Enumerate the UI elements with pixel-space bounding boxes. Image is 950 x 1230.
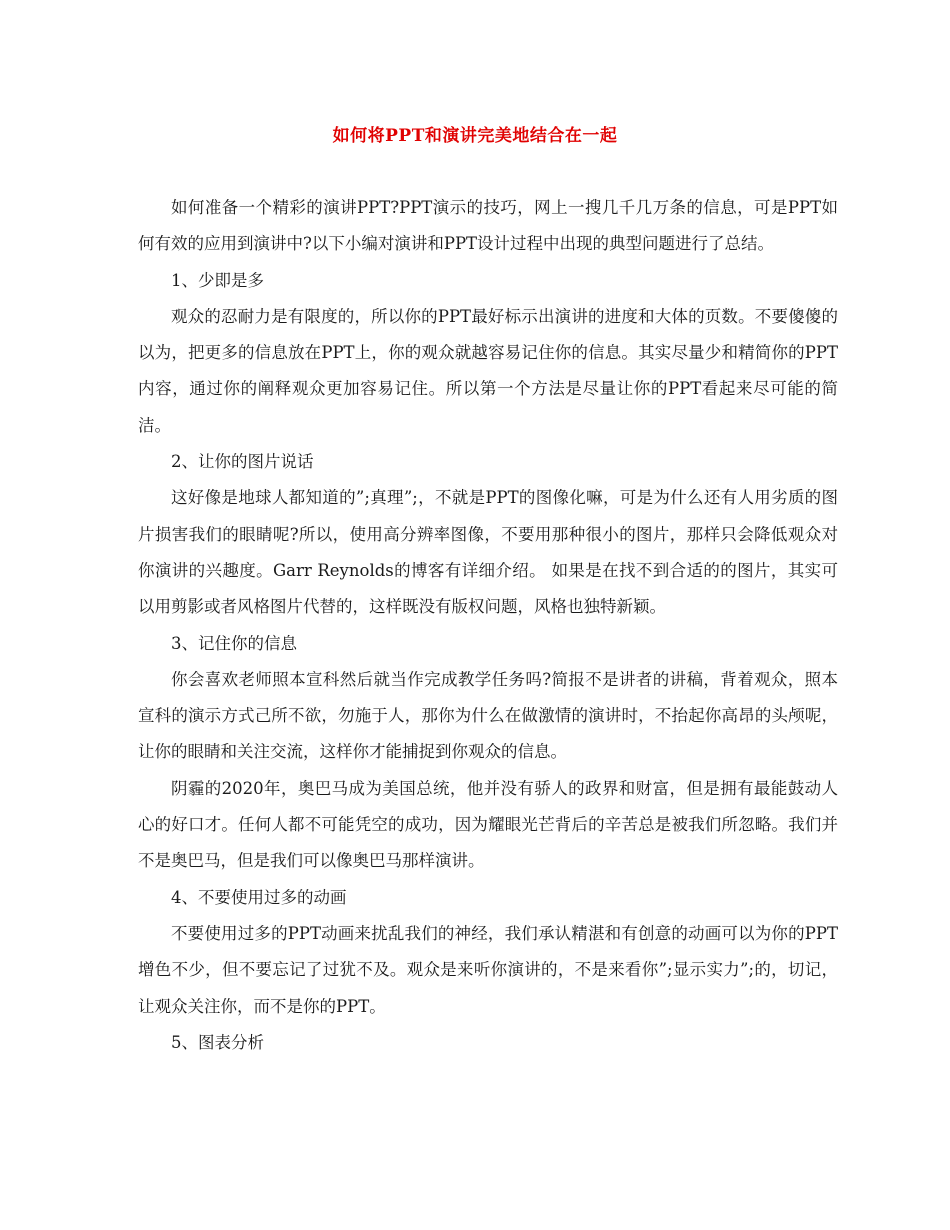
document-body [138,190,838,1061]
section-heading-1: 1、少即是多 [171,270,264,290]
document-title: 如何将PPT和演讲完美地结合在一起 [332,126,618,146]
section-4-paragraph: 不要使用过多的PPT动画来扰乱我们的神经，我们承认精湛和有创意的动画可以为你的PPT增色不少，但不要忘记了过犹不及。观众是来听你演讲的，不是来看你”;显示实力”;的，切记，让观众关注你，而不是你的PPT。 [138,923,838,1016]
section-heading-2: 2、让你的图片说话 [171,452,314,472]
section-heading-4: 4、不要使用过多的动画 [171,887,347,907]
section-2-paragraph: 这好像是地球人都知道的”;真理”;，不就是PPT的图像化嘛，可是为什么还有人用劣质的图片损害我们的眼睛呢?所以，使用高分辨率图像，不要用那种很小的图片，那样只会降低观众对你演讲的兴趣度。Garr Reynolds的博客有详细介绍。 如果是在找不到合适的的图片，其实可以用剪影或者风格图片代替的，这样既没有版权问题，风格也独特新颖。 [138,488,838,617]
section-3-paragraph-1: 你会喜欢老师照本宣科然后就当作完成教学任务吗?简报不是讲者的讲稿，背着观众，照本宣科的演示方式己所不欲，勿施于人，那你为什么在做激情的演讲时，不抬起你高昂的头颅呢，让你的眼睛和关注交流，这样你才能捕捉到你观众的信息。 [138,669,838,762]
section-heading-5: 5、图表分析 [171,1032,264,1052]
intro-paragraph: 如何准备一个精彩的演讲PPT?PPT演示的技巧，网上一搜几千几万条的信息，可是PPT如何有效的应用到演讲中?以下小编对演讲和PPT设计过程中出现的典型问题进行了总结。 [138,198,838,254]
section-3-paragraph-2: 阴霾的2020年，奥巴马成为美国总统，他并没有骄人的政界和财富，但是拥有最能鼓动人心的好口才。任何人都不可能凭空的成功，因为耀眼光芒背后的辛苦总是被我们所忽略。我们并不是奥巴马，但是我们可以像奥巴马那样演讲。 [138,778,838,871]
section-heading-3: 3、记住你的信息 [171,633,297,653]
section-1-paragraph: 观众的忍耐力是有限度的，所以你的PPT最好标示出演讲的进度和大体的页数。不要傻傻的以为，把更多的信息放在PPT上，你的观众就越容易记住你的信息。其实尽量少和精简你的PPT内容，通过你的阐释观众更加容易记住。所以第一个方法是尽量让你的PPT看起来尽可能的简洁。 [138,306,838,435]
